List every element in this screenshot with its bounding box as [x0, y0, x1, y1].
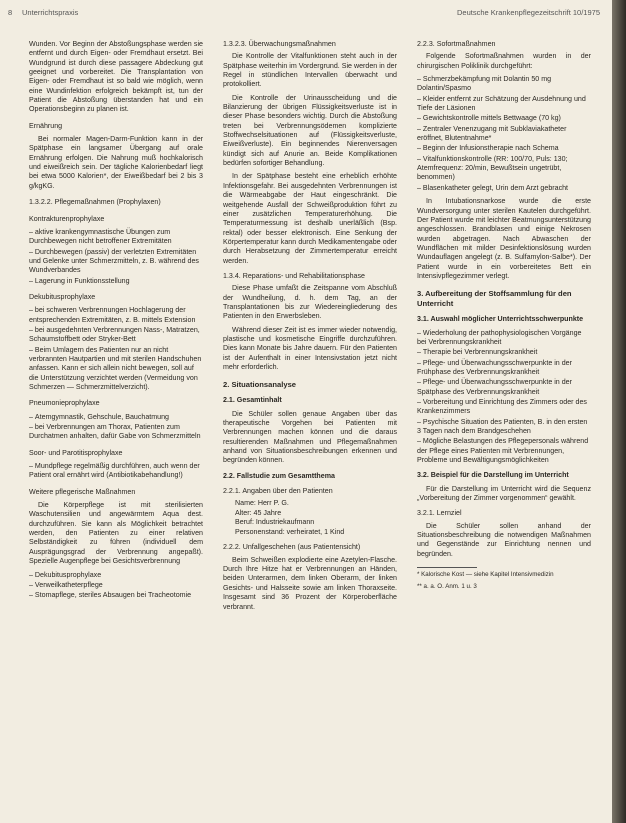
page-number: 8 [8, 8, 13, 17]
list-item: – bei Verbrennungen am Thorax, Patienten zum Durchatmen anhalten, dafür Gabe von Schmerzmitteln [29, 423, 203, 442]
paragraph: Die Kontrolle der Urinausscheidung und die Bilanzierung der übrigen Flüssigkeitsverluste ist in dieser Phase besonders wichtig. Durch die Abstoßung treten bei Verbrennungsödemen komplizierte Stoffwechselsituationen auf (Flüssigkeitsverluste, Eiweißverluste). Ein beginnendes Nierenversagen kündigt sich auf Anurie an. Beide Komplikationen bedürfen sofortiger Behandlung. [223, 93, 397, 168]
heading-kontrakturenprophylaxe: Kontrakturenprophylaxe [29, 214, 105, 223]
list-item: – Beim Umlagern des Patienten nur an nicht verbrannten Hautpartien und mit sterilen Handschuhen anfassen. Kann er sich allein nicht bewegen, soll auf die Unterstützung verzichtet werden (Vermeidung von Schmerzen — Schmerzmittelverzicht). [29, 346, 203, 393]
list-pneumonieprophylaxe [29, 413, 203, 442]
list-item: – Mundpflege regelmäßig durchführen, auch wenn der Patient oral ernährt wird (Antibiotikabehandlung!) [29, 462, 203, 481]
patient-occupation: Beruf: Industriekaufmann [235, 518, 315, 527]
list-item: – Vitalfunktionskontrolle (RR: 100/70, Puls: 130; Atemfrequenz: 20/min, Bewußtsein ungetrübt, benommen) [417, 155, 591, 183]
text-column-3 [417, 40, 591, 595]
paragraph: Beim Schweißen explodierte eine Azetylen-Flasche. Durch Ihre Hitze hat er Verbrennungen an Händen, beiden Unterarmen, dem linken Oberarm, der linken Gesichts- und Halsseite sowie am linken Thoraxseite. Insgesamt sind 36 Prozent der Körperoberfläche verbrannt. [223, 555, 397, 611]
list-item: – Psychische Situation des Patienten, B. in den ersten 3 Tagen nach dem Brandgeschehen [417, 418, 591, 437]
list-soorprophylaxe [29, 462, 203, 481]
paragraph: Folgende Sofortmaßnahmen wurden in der chirurgischen Poliklinik durchgeführt: [417, 52, 591, 70]
heading-weitere-massnahmen: Weitere pflegerische Maßnahmen [29, 487, 136, 496]
heading-fallstudie: 2.2. Fallstudie zum Gesamtthema [223, 471, 335, 480]
list-item: – Therapie bei Verbrennungskrankheit [417, 348, 591, 357]
list-item: – Blasenkatheter gelegt, Urin dem Arzt gebracht [417, 184, 591, 193]
patient-name: Name: Herr P. G. [235, 499, 289, 508]
paragraph: In Intubationsnarkose wurde die erste Wundversorgung unter sterilen Kautelen durchgeführt. Der Patient wurde mit leichter Beatmungsunterstützung angeschlossen. Brandblasen und einige Nekrosen wurden abgetragen. Nach Abwaschen der Wundflächen mit milder Desinfektionslösung wurden Wundauflagen angelegt (z. B. Sulfamylon-Salbe*). Der Patient wurde in ein vorbereitetes Bett ein Intensivpflegezimmer verlegt. [417, 197, 591, 280]
list-item: – Verweilkatheterpflege [29, 581, 203, 590]
heading-ueberwachung: 1.3.2.3. Überwachungsmaßnahmen [223, 40, 336, 48]
heading-aufbereitung: 3. Aufbereitung der Stoffsammlung für den Unterricht [417, 289, 572, 309]
list-kontrakturenprophylaxe [29, 228, 203, 286]
page-edge-shadow [612, 0, 626, 823]
section-title: Unterrichtspraxis [22, 8, 79, 17]
paragraph: Die Kontrolle der Vitalfunktionen steht auch in der Spätphase weiterhin im Vordergrund. Sie werden in der Regel in stündlichen Intervallen überwacht und protokolliert. [223, 52, 397, 89]
list-item: – Beginn der Infusionstherapie nach Schema [417, 144, 591, 153]
heading-pflegemassnahmen: 1.3.2.2. Pflegemaßnahmen (Prophylaxen) [29, 198, 161, 207]
list-item: – Vorbereitung und Einrichtung des Zimmers oder des Krankenzimmers [417, 398, 591, 417]
paragraph: Während dieser Zeit ist es immer wieder notwendig, plastische und kosmetische Eingriffe durchzuführen. Dies kann Monate bis Jahre dauern. Für den Patienten ist der Aufenthalt in einer Intensivstation jetzt nicht mehr erforderlich. [223, 325, 397, 371]
list-item: – Wiederholung der pathophysiologischen Vorgänge bei Verbrennungskrankheit [417, 329, 591, 348]
heading-gesamtinhalt: 2.1. Gesamtinhalt [223, 396, 282, 405]
heading-reparationsphase: 1.3.4. Reparations- und Rehabilitationsphase [223, 271, 365, 280]
heading-unfallgeschehen: 2.2.2. Unfallgeschehen (aus Patientensicht) [223, 543, 361, 552]
list-item: – Pflege- und Überwachungsschwerpunkte in der Frühphase des Verbrennungskrankheit [417, 359, 591, 378]
list-sofortmassnahmen [417, 75, 591, 193]
list-item: – bei ausgedehnten Verbrennungen Nass-, Matratzen, Schaumstoffbett oder Stryker-Bett [29, 326, 203, 345]
list-item: – Dekubitusprophylaxe [29, 571, 203, 580]
heading-dekubitusprophylaxe: Dekubitusprophylaxe [29, 292, 96, 301]
paragraph: Die Schüler sollen anhand der Situationsbeschreibung die notwendigen Maßnahmen und Gegenstände zur Einrichtung nennen und begründen. [417, 521, 591, 558]
running-header [8, 8, 600, 22]
list-item: – Stomapflege, steriles Absaugen bei Tracheotomie [29, 591, 203, 600]
footnote-divider [417, 567, 477, 568]
heading-situationsanalyse: 2. Situationsanalyse [223, 380, 297, 390]
paragraph: In der Spätphase besteht eine erheblich erhöhte Infektionsgefahr. Bei ausgedehnten Verbrennungen ist die Wärmeabgabe der Haut eingeschränkt. Die weitgehende Ausfall der Schweißproduktion führt zu einer zusätzlichen Temperaturerhöhung. Die Temperaturmessung ist deshalb unerläßlich (Bsp. rektal) oder besser elektronisch. Eine Senkung der Körpertemperatur kann durch Medikamentengabe oder durch Herabsetzung der Zimmertemperatur erreicht werden. [223, 172, 397, 265]
paragraph: Wunden. Vor Beginn der Abstoßungsphase werden sie entfernt und durch Eigen- oder Fremdhaut ersetzt. Bei Wundgrund ist durch diese passagere Abdeckung gut geeignet und vorbereitet. Die Transplantation von Eigen- oder Fremdhaut ist so bald wie möglich, wenn eine Wundinfektion erfolgreich bekämpft ist, tun der Patient die Abstoßung überstanden hat und ein Operationsbeginn zu planen ist. [29, 40, 203, 114]
patient-marital-status: Personenstand: verheiratet, 1 Kind [235, 527, 345, 536]
heading-pneumonieprophylaxe: Pneumonieprophylaxe [29, 399, 100, 408]
heading-auswahl: 3.1. Auswahl möglicher Unterrichtsschwerpunkte [417, 315, 584, 324]
text-column-2 [223, 40, 397, 616]
list-weitere-massnahmen [29, 571, 203, 601]
list-item: – Schmerzbekämpfung mit Dolantin 50 mg Dolantin/Spasmo [417, 75, 591, 94]
list-item: – Lagerung in Funktionsstellung [29, 277, 203, 286]
heading-ernaehrung: Ernährung [29, 121, 63, 130]
list-item: – Mögliche Belastungen des Pflegepersonals während der Pflege eines Patienten mit Verbrennungen, Probleme und Bewältigungsmöglichkeiten [417, 437, 591, 465]
list-item: – Zentraler Venenzugang mit Subklaviakatheter eröffnet, Blutentnahme* [417, 125, 591, 144]
list-item: – bei schweren Verbrennungen Hochlagerung der entsprechenden Extremitäten, z. B. mittels Extension [29, 306, 203, 325]
list-item: – aktive krankengymnastische Übungen zum Durchbewegen nicht betroffener Extremitäten [29, 228, 203, 247]
list-unterrichtsschwerpunkte [417, 329, 591, 466]
heading-lernziel: 3.2.1. Lernziel [417, 509, 462, 518]
patient-details [235, 499, 397, 537]
paragraph: Bei normaler Magen-Darm-Funktion kann in der Spätphase ein langsamer Übergang auf orale Ernährung erfolgen. Die Nahrung muß hochkalorisch und eiweißreich sein. Der tägliche Kalorienbedarf liegt bei etwa 5000 Kalorien*, der Eiweißbedarf bei 2 bis 3 g/kgKG. [29, 135, 203, 190]
footnote: ** a. a. O. Anm. 1 u. 3 [417, 583, 477, 591]
journal-title: Deutsche Krankenpflegezeitschrift 10/1975 [456, 8, 600, 17]
list-item: – Gewichtskontrolle mittels Bettwaage (70 kg) [417, 114, 591, 123]
patient-age: Alter: 45 Jahre [235, 508, 282, 517]
heading-soorprophylaxe: Soor- und Parotitisprophylaxe [29, 448, 123, 457]
heading-beispiel: 3.2. Beispiel für die Darstellung im Unterricht [417, 471, 569, 480]
list-item: – Durchbewegen (passiv) der verletzten Extremitäten und Gelenke unter Schmerzmitteln, z. B. während des Wundverbandes [29, 248, 203, 276]
paragraph: Für die Darstellung im Unterricht wird die Sequenz „Vorbereitung der Zimmer vorgenommen“ gewählt. [417, 484, 591, 503]
list-dekubitusprophylaxe [29, 306, 203, 392]
paragraph: Die Schüler sollen genaue Angaben über das therapeutische Vorgehen bei Patienten mit Verbrennungen machen können und die daraus resultierenden Maßnahmen und Pflegemaßnahmen anhand von Situationsbeschreibungen erkennen und begründen können. [223, 409, 397, 465]
heading-patientenangaben: 2.2.1. Angaben über den Patienten [223, 487, 333, 496]
list-item: – Atemgymnastik, Gehschule, Bauchatmung [29, 413, 203, 422]
list-item: – Kleider entfernt zur Schätzung der Ausdehnung und Tiefe der Läsionen [417, 95, 591, 114]
list-item: – Pflege- und Überwachungsschwerpunkte in der Spätphase des Verbrennungskrankheit [417, 378, 591, 397]
text-column-1 [29, 40, 203, 605]
heading-sofortmassnahmen: 2.2.3. Sofortmaßnahmen [417, 40, 496, 48]
footnote: * Kalorische Kost — siehe Kapitel Intensivmedizin [417, 571, 554, 579]
paragraph: Diese Phase umfaßt die Zeitspanne vom Abschluß der Wundheilung, d. h. dem Tag, an der Transplantationen bis zur Wiedereingliederung des Patienten in den Erwerbsleben. [223, 284, 397, 321]
paragraph: Die Körperpflege ist mit sterilisierten Waschutensilien und angewärmtem Aqua dest. durchzuführen. Sie kann als Möglichkeit betrachtet werden, den Patienten zu einer relativen Selbständigkeit zu führen (individuell dem Ausprägungsgrad der Verbrennung angepaßt). Spezielle Augenpflege bei Gesichtsverbrennung [29, 501, 203, 566]
